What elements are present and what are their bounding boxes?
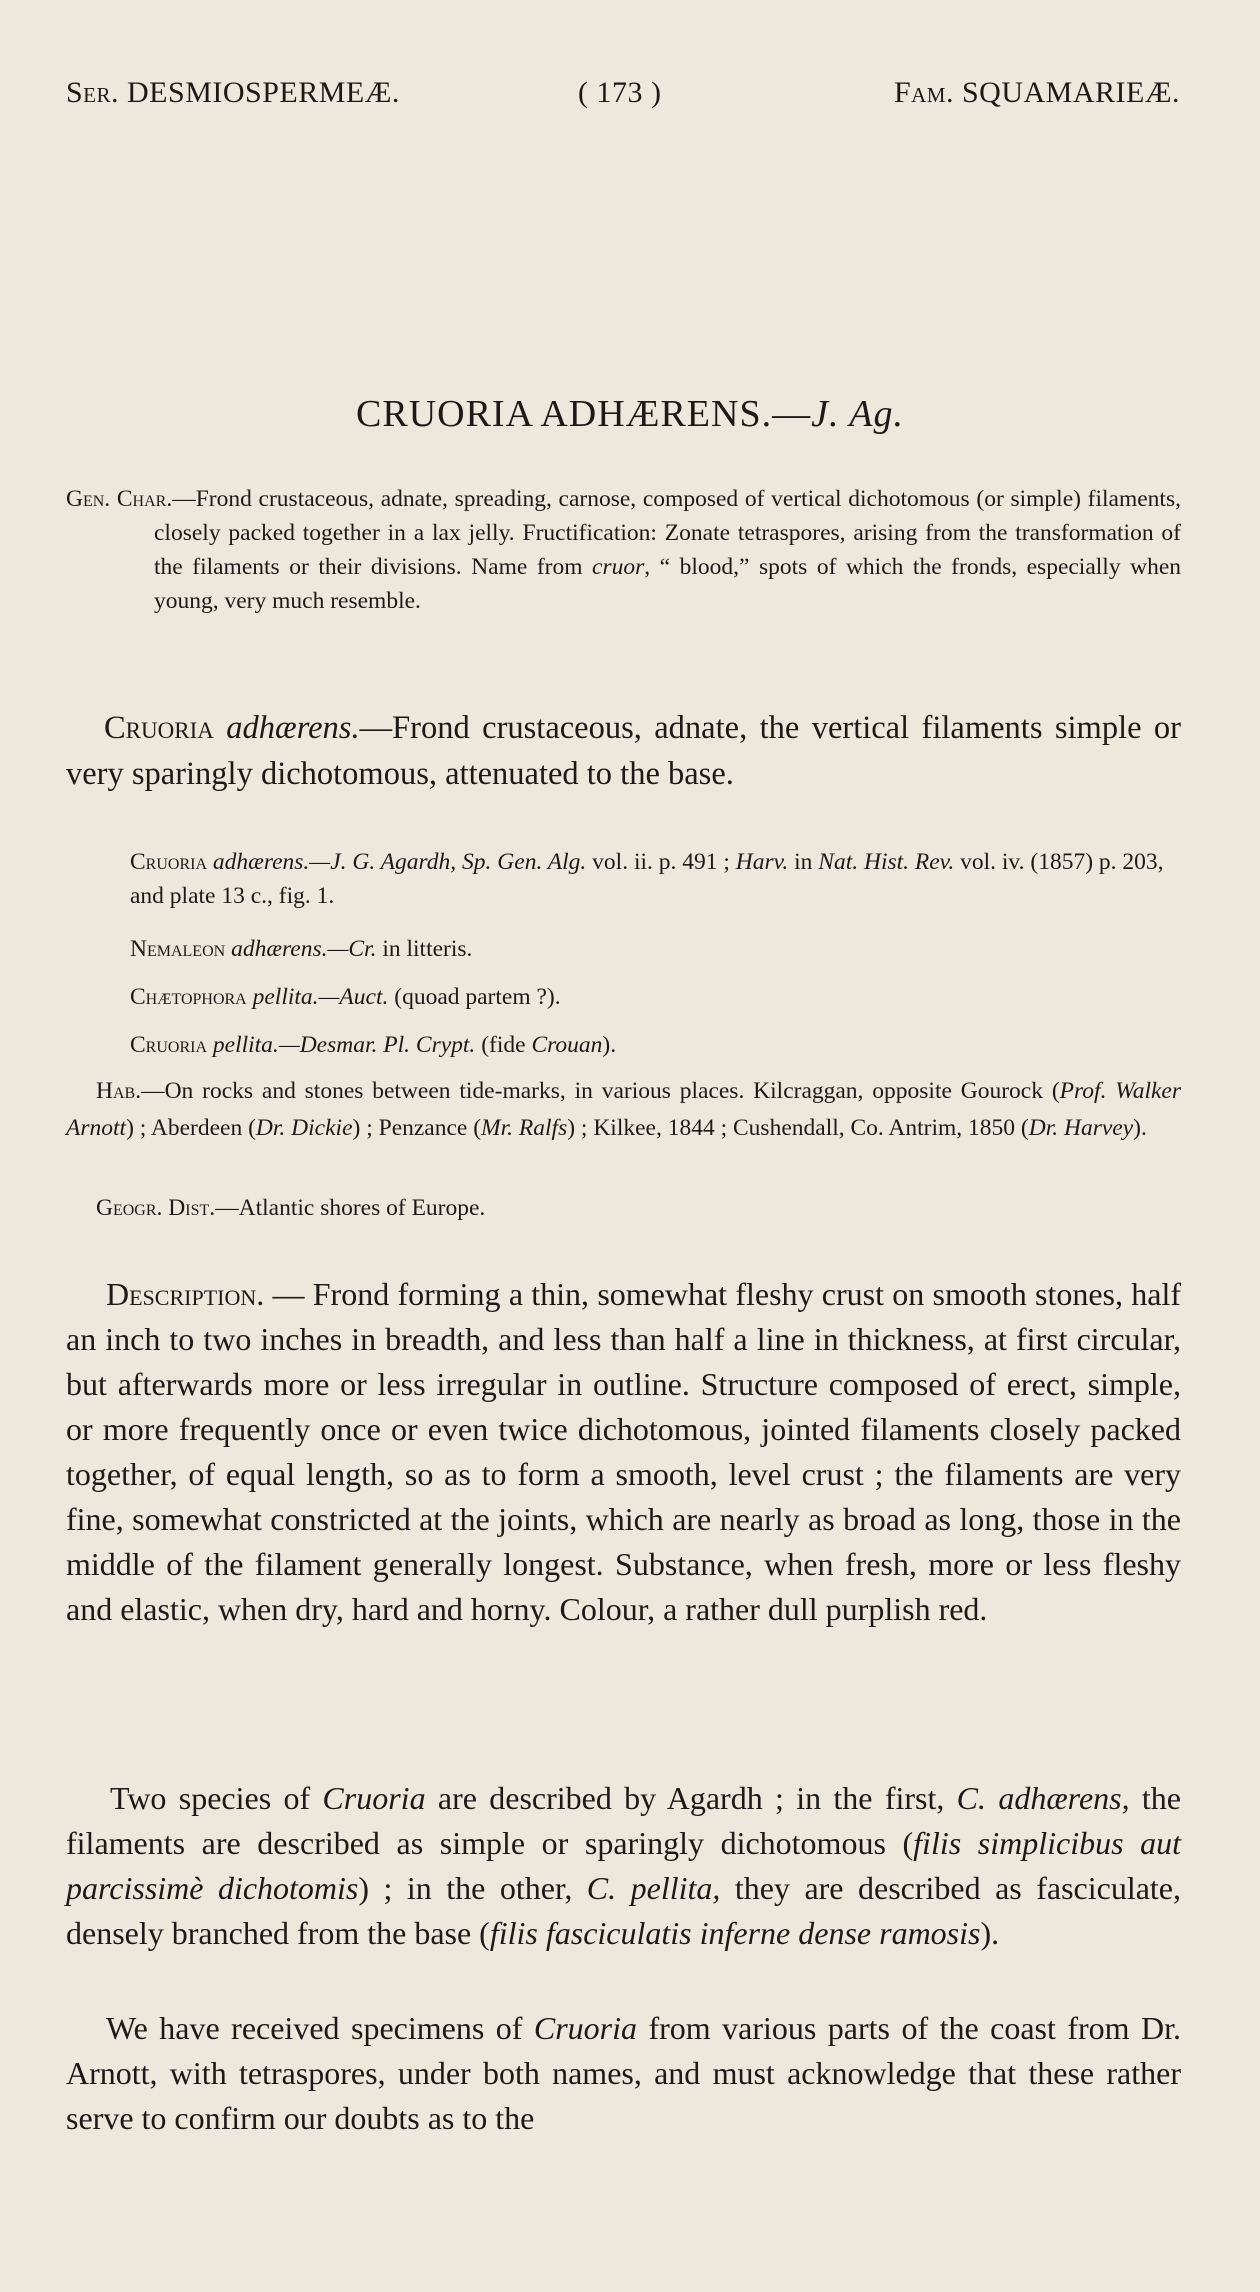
hab-a1: Prof. Walker Arnott xyxy=(66,1078,1181,1141)
title-dash: — xyxy=(772,393,812,435)
synonym-1 xyxy=(130,845,1180,913)
synonym-2 xyxy=(130,932,1245,966)
hab-t2: ) ; Aberdeen ( xyxy=(126,1115,256,1141)
description-paragraph xyxy=(66,1272,1181,1632)
gen-char-cruor: cruor xyxy=(592,554,645,580)
syn1-ref-author: —J. G. Agardh, Sp. Gen. Alg. xyxy=(309,849,587,875)
geo-label: Geogr. Dist. xyxy=(96,1195,216,1221)
syn2-tail: in litteris. xyxy=(376,936,473,962)
page-number: ( 173 ) xyxy=(578,76,662,109)
species-epithet: adhærens. xyxy=(226,710,360,746)
syn2-genus: Nemaleon xyxy=(130,936,226,962)
synonym-3 xyxy=(130,980,1245,1014)
para2-t2: are described by Agardh ; in the first, xyxy=(425,1780,957,1816)
header-series: Ser. DESMIOSPERMEÆ. xyxy=(66,76,400,109)
syn1-species: adhærens. xyxy=(212,849,310,875)
syn1-journal: Nat. Hist. Rev. xyxy=(818,849,955,875)
specific-description xyxy=(66,705,1181,797)
para3-t2: from various parts of the coast from Dr. Arnott, with tetraspores, under both names, and must acknowledge that these rather serve to confirm our doubts as to the xyxy=(66,2010,1182,2136)
species-title xyxy=(0,392,1260,436)
syn1-tail: vol. iv. (1857) p. 203, and plate 13 c., fig. 1. xyxy=(130,849,1164,909)
syn3-tail: (quoad partem ?). xyxy=(388,984,561,1010)
syn4-genus: Cruoria xyxy=(130,1032,208,1058)
geographic-distribution xyxy=(96,1195,1211,1222)
species-genus: Cruoria xyxy=(104,710,214,746)
para2-i3: filis simplicibus aut parcissimè dichotomis xyxy=(66,1825,1182,1906)
generic-character xyxy=(66,482,1181,618)
description-label: Description. xyxy=(106,1276,265,1312)
gen-char-text-b: , “ blood,” spots of which the fronds, especially when young, very much resemble. xyxy=(154,554,1181,614)
para2-i2: C. adhærens, xyxy=(956,1780,1130,1816)
syn3-genus: Chætophora xyxy=(130,984,247,1010)
title-name: CRUORIA ADHÆRENS. xyxy=(356,393,773,435)
para2-i5: filis fasciculatis inferne dense ramosis xyxy=(489,1915,981,1951)
header-family: Fam. SQUAMARIEÆ. xyxy=(893,76,1180,109)
syn1-in: in xyxy=(788,849,819,875)
syn2-author: —Cr. xyxy=(327,936,377,962)
hab-a4: Dr. Harvey xyxy=(1028,1115,1134,1141)
para2-i1: Cruoria xyxy=(322,1780,426,1816)
hab-t3: ) ; Penzance ( xyxy=(352,1115,482,1141)
hab-a3: Mr. Ralfs xyxy=(481,1115,568,1141)
commentary-paragraph-2 xyxy=(66,2006,1181,2141)
para2-t1: Two species of xyxy=(110,1780,323,1816)
title-author: J. Ag. xyxy=(811,393,904,435)
syn4-fide: Crouan xyxy=(531,1032,603,1058)
syn4-tail: (fide xyxy=(475,1032,532,1058)
hab-a2: Dr. Dickie xyxy=(255,1115,353,1141)
syn2-species: adhærens. xyxy=(231,936,328,962)
para2-t4: ) ; in the other, xyxy=(358,1870,587,1906)
para2-t6: ). xyxy=(980,1915,1000,1951)
hab-t4: ) ; Kilkee, 1844 ; Cushendall, Co. Antrim, 1850 ( xyxy=(567,1115,1029,1141)
gen-char-label: Gen. Char. xyxy=(66,486,173,512)
para2-i4: C. pellita, xyxy=(586,1870,721,1906)
hab-t1: —On rocks and stones between tide-marks, in various places. Kilcraggan, opposite Gourock ( xyxy=(141,1078,1060,1104)
description-text: — Frond forming a thin, somewhat fleshy crust on smooth stones, half an inch to two inches in breadth, and less than half a line in thickness, at first circular, but afterwards more or less irregular in outline. Structure composed of erect, simple, or more frequently once or even twice dichotomous, jointed filaments closely packed together, of equal length, so as to form a smooth, level crust ; the filaments are very fine, somewhat constricted at the joints, which are nearly as broad as long, those in the middle of the filament generally longest. Substance, when fresh, more or less fleshy and elastic, when dry, hard and horny. Colour, a rather dull purplish red. xyxy=(66,1276,1181,1627)
para2-t3: the filaments are described as simple or sparingly dichotomous ( xyxy=(66,1780,1181,1861)
commentary-paragraph-1 xyxy=(66,1776,1181,1956)
hab-t5: ). xyxy=(1133,1115,1147,1141)
syn1-genus: Cruoria xyxy=(130,849,208,875)
habitat xyxy=(66,1073,1181,1147)
syn4-author: —Desmar. Pl. Crypt. xyxy=(278,1032,476,1058)
syn1-ref-rest: vol. ii. p. 491 ; xyxy=(586,849,736,875)
geo-text: —Atlantic shores of Europe. xyxy=(215,1195,486,1221)
syn4-end: ). xyxy=(602,1032,617,1058)
synonym-4 xyxy=(130,1028,1245,1062)
para3-t1: We have received specimens of xyxy=(106,2010,534,2046)
syn3-species: pellita. xyxy=(252,984,319,1010)
species-desc-text: —Frond crustaceous, adnate, the vertical filaments simple or very sparingly dichotomous, attenuated to the base. xyxy=(66,710,1181,792)
hab-label: Hab. xyxy=(96,1078,142,1104)
syn4-species: pellita. xyxy=(212,1032,279,1058)
para3-i1: Cruoria xyxy=(533,2010,638,2046)
syn3-author: —Auct. xyxy=(318,984,389,1010)
para2-t5: they are described as fasciculate, densely branched from the base ( xyxy=(66,1870,1182,1951)
gen-char-text-a: —Frond crustaceous, adnate, spreading, carnose, composed of vertical dichotomous (or simple) filaments, closely packed together in a lax jelly. Fructification: Zonate tetraspores, arising from the transformation of the filaments or their divisions. Name from xyxy=(154,486,1181,580)
syn1-harv: Harv. xyxy=(735,849,789,875)
